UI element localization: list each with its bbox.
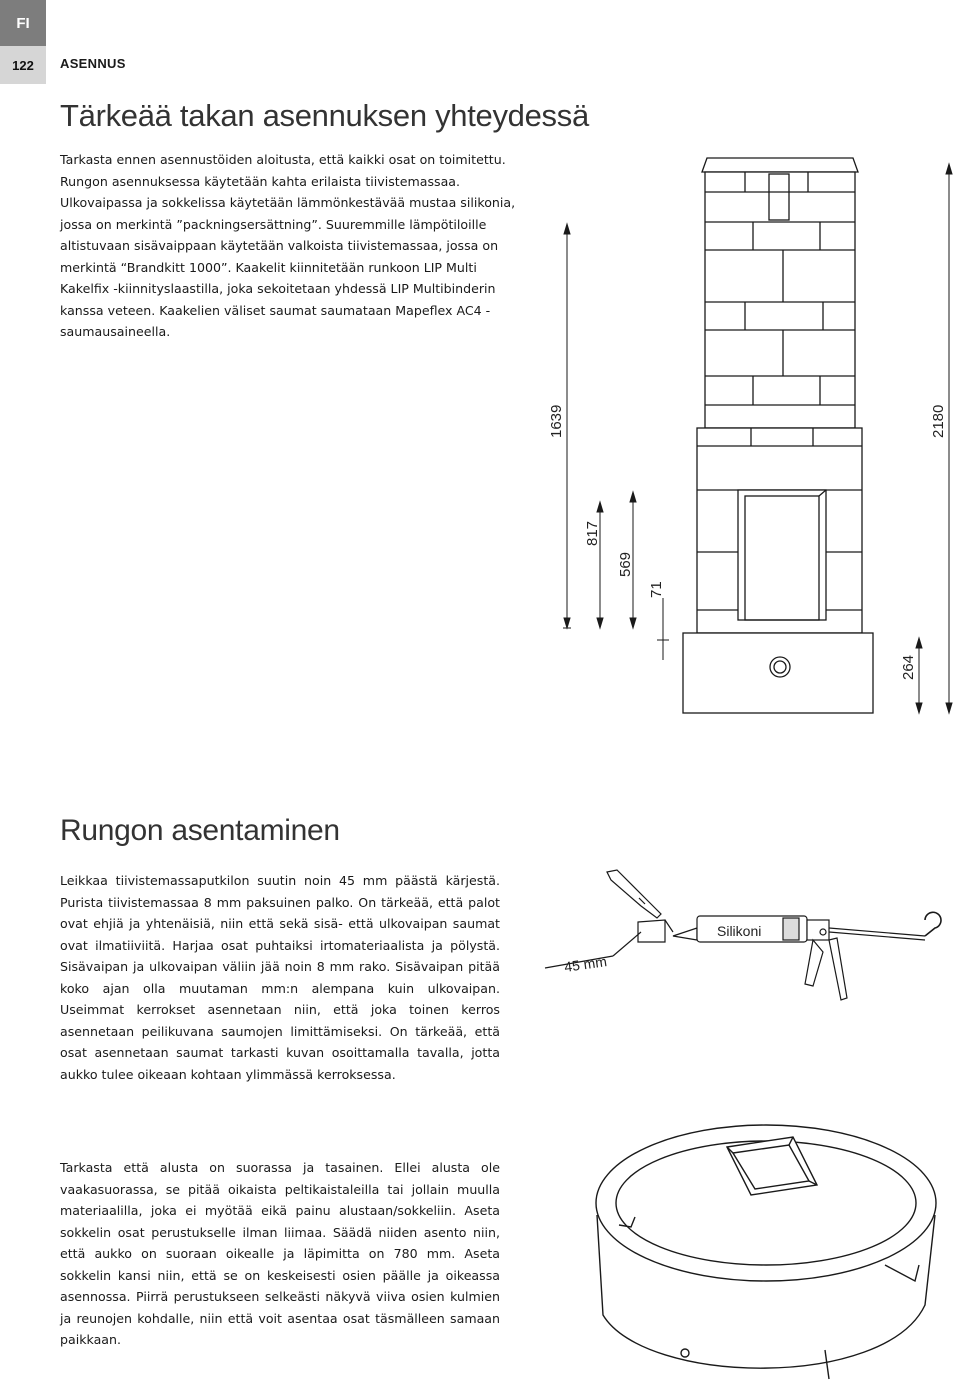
sealant-diagram (545, 862, 950, 1022)
language-tab: FI (0, 0, 46, 46)
measure-label: 45 mm (563, 953, 608, 975)
page-title: Tärkeää takan asennuksen yhteydessä (60, 98, 589, 133)
assembly-title: Rungon asentaminen (60, 814, 340, 847)
assembly-paragraph: Leikkaa tiivistemassaputkilon suutin noin 45 mm päästä kärjestä. Purista tiivistemassaa 8 mm paksuinen palko. On tärkeää, että palot ovat ehjiä ja yhtenäisiä, niin että sekä sisä- että ulkovaipan saumat ovat ilmatiiviitä. Harjaa osat puhtaiksi irtomateriaalista ja pölystä. Sisävaipan ja ulkovaipan väliin jää noin 8 mm rako. Sisävaipan pitää koko ajan olla muutaman mm:n alempana kuin ulkovaipan. Useimmat kerrokset asennetaan niin, että joka toinen kerros asennetaan peilikuvana saumojen limittämiseksi. On tärkeää, että osat asennetaan saumat tarkasti kuvan osoittamalla tavalla, jotta aukko tulee oikeaan kohtaan ylimmässä kerroksessa. (60, 873, 500, 1082)
dim-2180: 2180 (930, 404, 947, 438)
dim-264: 264 (900, 654, 917, 680)
dim-817: 817 (584, 520, 601, 546)
page-number: 122 (0, 46, 46, 84)
dim-1639: 1639 (548, 404, 565, 438)
tube-label: Silikoni (717, 923, 762, 939)
dim-569: 569 (617, 551, 634, 577)
fireplace-diagram (548, 150, 960, 715)
base-paragraph: Tarkasta että alusta on suorassa ja tasainen. Ellei alusta ole vaakasuorassa, se pitää oikaista peltikaistaleilla tai jollain muulla materiaalilla, joka ei myötää eikä painu alustaan/sokkeliin. Aseta sokkelin osat perustukselle ilman liimaa. Säädä niiden asento niin, että aukko on suoraan oikealle ja läpimitta on 780 mm. Aseta sokkelin kansi niin, että se on keskeisesti osien päälle ja oikeassa asennossa. Piirrä perustukseen selkeästi näkyvä viiva osien kulmien ja reunojen kohdalle, niin että voit asentaa osat täsmälleen samaan paikkaan. (60, 1160, 500, 1347)
section-label: ASENNUS (60, 56, 126, 71)
dim-71: 71 (648, 581, 665, 598)
base-ring-diagram (585, 1115, 945, 1395)
intro-paragraph: Tarkasta ennen asennustöiden aloitusta, että kaikki osat on toimitettu. Rungon asennuksessa käytetään kahta erilaista tiivistemassaa. Ulkovaipassa ja sokkelissa käytetään lämmönkestävää mustaa silikonia, jossa on merkintä ”packningsersättning”. Suuremmille lämpötiloille altistuvaan sisävaippaan käytetään valkoista tiivistemassaa, jossa on merkintä “Brandkitt 1000”. Kaakelit kiinnitetään runkoon LIP Multi Kakelfix -kiinnityslaastilla, joka sekoitetaan yhdessä LIP Multibinderin kanssa veteen. Kaakelien väliset saumat saumataan Mapeflex AC4 -saumausaineella. (60, 152, 516, 339)
